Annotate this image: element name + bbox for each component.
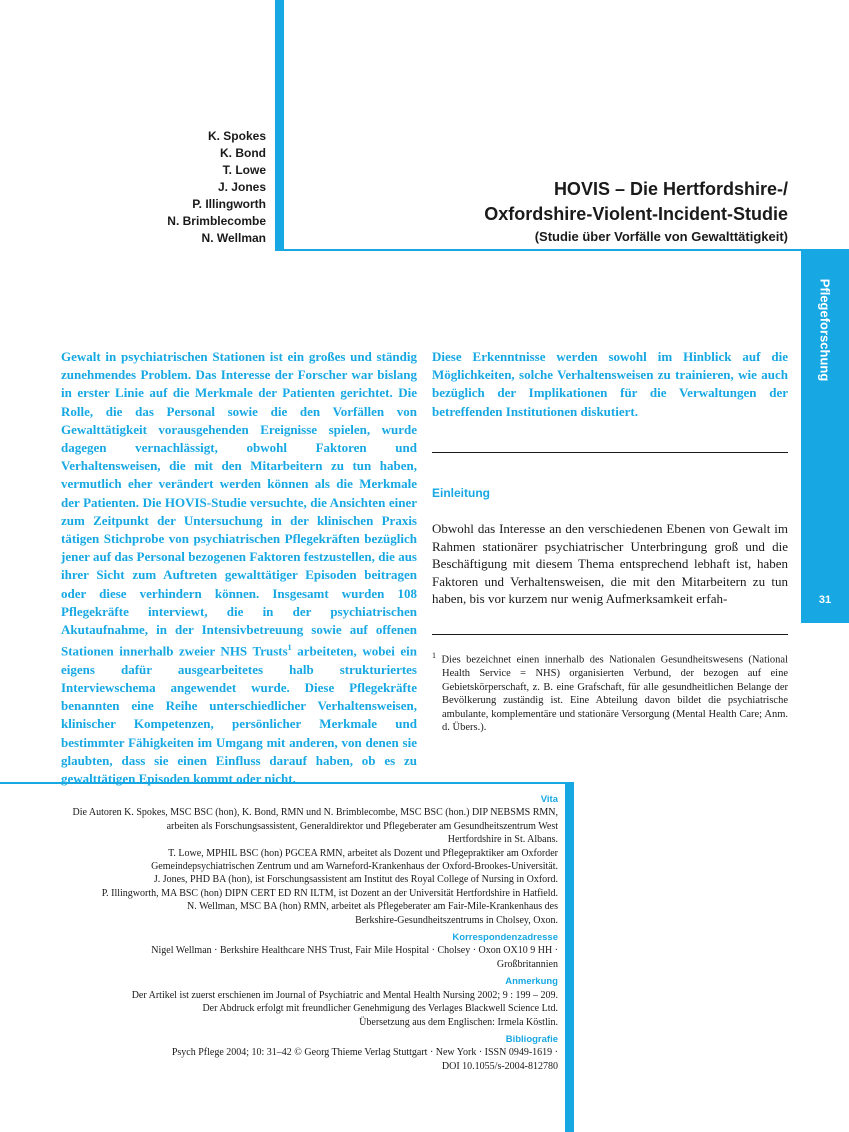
author-name: N. Wellman — [201, 231, 266, 245]
note-line: Der Artikel ist zuerst erschienen im Journal of Psychiatric and Mental Health Nursing 2002; 9 : 199 – 209. — [131, 989, 558, 1001]
vita-line: Berkshire-Gesundheitszentrums in Cholsey, Oxon. — [355, 914, 558, 926]
header-rule — [275, 249, 849, 251]
article-title-line: Oxfordshire-Violent-Incident-Studie — [484, 204, 788, 224]
note-line: Übersetzung aus dem Englischen: Irmela Köstlin. — [359, 1016, 558, 1028]
vita-line: Gemeindepsychiatrischen Zentrum und am Warneford-Krankenhaus der Oxford-Brookes-Universität. — [151, 861, 558, 873]
author-name: J. Jones — [217, 180, 266, 194]
correspondence-heading: Korrespondenzadresse — [452, 932, 558, 944]
author-name: T. Lowe — [222, 163, 266, 177]
abstract-text: Gewalt in psychiatrischen Stationen ist ein großes und ständig zunehmendes Problem. Das Interesse der Forscher war bislang in erster Linie auf die Merkmale der Patienten gerichtet. Die Rolle, die das Personal sowie die den Vorfällen von Gewalttätigkeit vorausgehenden Ereignisse spielen, wurde dagegen vernachlässigt, obwohl Faktoren und Verhaltensweisen, die mit den Mitarbeitern zu tun haben, vermutlich eher verändert werden können als die Merkmale der Patienten. Die HOVIS-Studie versuchte, die Ansichten einer zum Zeitpunkt der Untersuchung in der klinischen Praxis tätigen Stichprobe von psychiatrischen Pflegekräften bezüglich jener auf das Personal bezogenen Faktoren festzustellen, die aus ihrer Sicht zum Auftreten gewalttätiger Episoden beitragen oder diese verhindern können. Insgesamt wurden 108 Pflegekräfte interviewt, die in der psychiatrischen Akutaufnahme, in der Intensivbetreuung sowie auf offenen Stationen innerhalb zweier NHS Trusts — [61, 349, 417, 659]
bottom-accent-bar — [565, 782, 574, 1132]
footnote — [432, 649, 788, 735]
top-accent-bar — [275, 0, 284, 251]
correspondence-line: Großbritannien — [496, 958, 558, 970]
vita-line: arbeiten als Forschungsassistent, Generaldirektor und Pflegeberater am Gesundheitszentrum West — [166, 820, 558, 832]
bibliography-heading: Bibliografie — [505, 1033, 558, 1045]
footnote-marker: 1 — [432, 651, 436, 660]
article-title-line: HOVIS – Die Hertfordshire-/ — [553, 179, 788, 199]
author-name: P. Illingworth — [192, 197, 266, 211]
article-subtitle: (Studie über Vorfälle von Gewalttätigkeit) — [534, 229, 788, 244]
vita-heading: Vita — [540, 794, 558, 805]
correspondence-line: Nigel Wellman · Berkshire Healthcare NHS Trust, Fair Mile Hospital · Cholsey · Oxon OX10 9 HH · — [151, 945, 558, 957]
page-number: 31 — [818, 594, 832, 606]
author-list — [167, 128, 266, 247]
abstract-divider — [432, 452, 788, 453]
vita-line: N. Wellman, MSC BA (hon) RMN, arbeitet als Pflegeberater am Fair-Mile-Krankenhaus des — [187, 901, 558, 913]
note-heading: Anmerkung — [505, 976, 558, 988]
footnote-divider — [432, 634, 788, 635]
author-name: K. Bond — [220, 146, 266, 160]
bibliography-line: Psych Pflege 2004; 10: 31–42 © Georg Thieme Verlag Stuttgart · New York · ISSN 0949-1619 · — [171, 1047, 558, 1059]
vita-line: J. Jones, PHD BA (hon), ist Forschungsassistent am Institut des Royal College of Nursing in Oxford. — [153, 874, 558, 886]
vita-line: Die Autoren K. Spokes, MSC BSC (hon), K. Bond, RMN und N. Brimblecombe, MSC BSC (hon.) DIP NEBSMS RMN, — [72, 807, 558, 819]
footnote-text: Dies bezeichnet einen innerhalb des Nationalen Gesundheitswesens (National Health Service = NHS) organisierten Verbund, der bezogen auf eine Gebietskörperschaft, z. B. eine Grafschaft, für alle gesundheitlichen Belange der Bevölkerung zuständig ist. Eine Abteilung davon bildet die psychiatrische ambulante, komplementäre und stationäre Versorgung (Mental Health Care; Anm. d. Übers.). — [441, 654, 789, 733]
abstract-column-right: Diese Erkenntnisse werden sowohl im Hinblick auf die Möglichkeiten, solche Verhaltensweisen zu trainieren, wie auch bezüglich der Implikationen für die Verwaltungen der betreffenden Institutionen diskutiert. — [432, 349, 788, 419]
vita-line: T. Lowe, MPHIL BSC (hon) PGCEA RMN, arbeitet als Dozent und Pflegepraktiker am Oxforder — [168, 847, 558, 859]
article-title-block — [484, 177, 788, 247]
info-box — [61, 793, 558, 1073]
intro-paragraph: Obwohl das Interesse an den verschiedenen Ebenen von Gewalt im Rahmen stationärer psychiatrischer Unterbringung groß und die Beschäftigung mit diesem Thema entsprechend lebhaft ist, haben Faktoren und Verhaltensweisen, die mit den Mitarbeitern zu tun haben, bis vor kurzem nur wenig Aufmerksamkeit erfah- — [432, 521, 788, 606]
author-name: K. Spokes — [207, 129, 266, 143]
footnote-reference: 1 — [287, 643, 292, 653]
author-name: N. Brimblecombe — [167, 214, 266, 228]
section-tab-label: Pflegeforschung — [817, 278, 833, 382]
vita-line: Hertfordshire in St. Albans. — [447, 834, 558, 846]
abstract-text: arbeiteten, wobei ein eigens dafür ausgearbeitetes halb strukturiertes Interviewschema angewendet wurde. Diese Pflegekräfte benannten eine Reihe unterschiedlicher Verhaltensweisen, klinischer Kompetenzen, persönlicher Merkmale und bestimmter Fähigkeiten im Umgang mit anderen, von denen sie glaubten, dass sie einen Einfluss darauf haben, ob es zu gewalttätigen Episoden kommt oder nicht. — [61, 643, 417, 786]
abstract-column-left — [61, 348, 417, 788]
section-heading: Einleitung — [432, 486, 490, 500]
note-line: Der Abdruck erfolgt mit freundlicher Genehmigung des Verlages Blackwell Science Ltd. — [202, 1003, 558, 1015]
bibliography-line: DOI 10.1055/s-2004-812780 — [441, 1060, 558, 1072]
vita-line: P. Illingworth, MA BSC (hon) DIPN CERT ED RN ILTM, ist Dozent an der Universität Hertfordshire in Hatfield. — [101, 887, 558, 899]
